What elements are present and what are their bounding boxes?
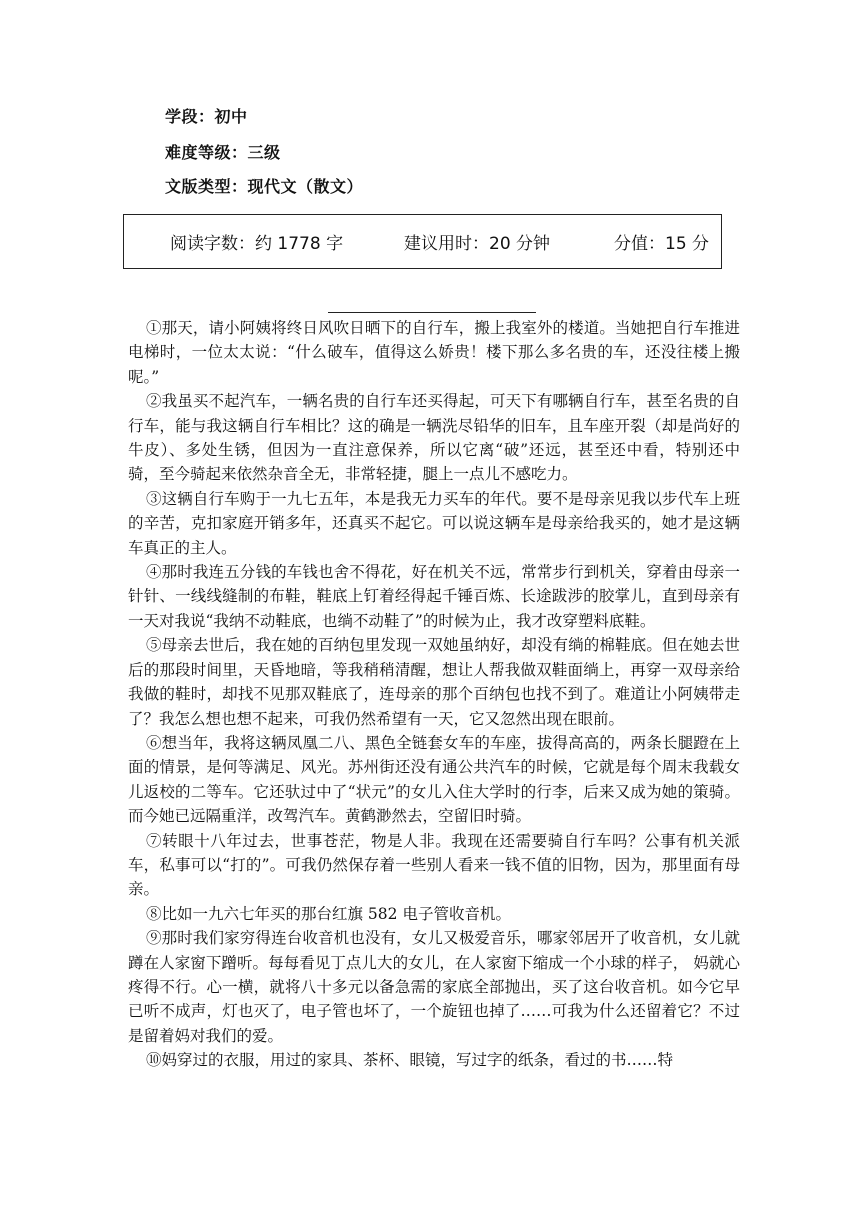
article-body — [128, 316, 740, 1073]
paragraph-5: ⑤母亲去世后，我在她的百纳包里发现一双她虽纳好，却没有绱的棉鞋底。但在她去世后的那段时间里，天昏地暗，等我稍稍清醒，想让人帮我做双鞋面绱上，再穿一双母亲给我做的鞋时，却找不见那双鞋底了，连母亲的那个百纳包也找不到了。难道让小阿姨带走了？我怎么想也想不起来，可我仍然希望有一天，它又忽然出现在眼前。 — [128, 636, 740, 728]
paragraph-1: ①那天，请小阿姨将终日风吹日晒下的自行车，搬上我室外的楼道。当她把自行车推进电梯时，一位太太说：“什么破车，值得这么娇贵！楼下那么多名贵的车，还没往楼上搬呢。” — [128, 319, 740, 386]
reading-info-box — [123, 214, 722, 269]
paragraph-7: ⑦转眼十八年过去，世事苍茫，物是人非。我现在还需要骑自行车吗？公事有机关派车，私事可以“打的”。可我仍然保存着一些别人看来一钱不值的旧物，因为，那里面有母亲。 — [128, 831, 740, 899]
word-count: 阅读字数：约 1778 字 — [170, 234, 344, 254]
suggested-time: 建议用时：20 分钟 — [404, 234, 551, 254]
paragraph-9: ⑨那时我们家穷得连台收音机也没有，女儿又极爱音乐，哪家邻居开了收音机，女儿就蹲在人家窗下蹭听。每每看见丁点儿大的女儿，在人家窗下缩成一个小球的样子， 妈就心疼得不行。心一横，就将八十多元以备急需的家底全部抛出，买了这台收音机。如今它早已听不成声，灯也灭了，电子管也坏了，一个旋钮也掉了……可我为什么还留着它？不过是留着妈对我们的爱。 — [128, 929, 740, 1045]
school-stage-label: 学段：初中 — [165, 107, 248, 126]
score-value: 分值：15 分 — [614, 234, 710, 254]
paragraph-10: ⑩妈穿过的衣服，用过的家具、茶杯、眼镜，写过字的纸条，看过的书……特 — [146, 1051, 674, 1070]
text-type-label: 文版类型：现代文（散文） — [165, 177, 364, 196]
difficulty-level-label: 难度等级：三级 — [165, 143, 281, 162]
paragraph-4: ④那时我连五分钱的车钱也舍不得花，好在机关不远，常常步行到机关，穿着由母亲一针针、一线线缝制的布鞋，鞋底上钉着经得起千锤百炼、长途跋涉的胶掌儿，直到母亲有一天对我说“我纳不动鞋底，也绱不动鞋了”的时候为止，我才改穿塑料底鞋。 — [128, 563, 740, 630]
paragraph-2: ②我虽买不起汽车，一辆名贵的自行车还买得起，可天下有哪辆自行车，甚至名贵的自行车，能与我这辆自行车相比？这的确是一辆洗尽铅华的旧车，且车座开裂（却是尚好的牛皮）、多处生锈，但因为一直注意保养，所以它离“破”还远，甚至还中看，特别还中骑，至今骑起来依然杂音全无，非常轻捷，腿上一点儿不感吃力。 — [128, 392, 740, 484]
paragraph-3: ③这辆自行车购于一九七五年，本是我无力买车的年代。要不是母亲见我以步代车上班的辛苦，克扣家庭开销多年，还真买不起它。可以说这辆车是母亲给我买的，她才是这辆车真正的主人。 — [128, 489, 740, 557]
paragraph-8: ⑧比如一九六七年买的那台红旗 582 电子管收音机。 — [146, 904, 511, 923]
title-divider — [328, 312, 536, 313]
paragraph-6: ⑥想当年，我将这辆凤凰二八、黑色全链套女车的车座，拔得高高的，两条长腿蹬在上面的情景，是何等满足、风光。苏州街还没有通公共汽车的时候，它就是每个周末我载女儿返校的二等车。它还驮过中了“状元”的女儿入住大学时的行李，后来又成为她的策骑。而今她已远隔重洋，改驾汽车。黄鹤渺然去，空留旧时骑。 — [128, 733, 740, 826]
